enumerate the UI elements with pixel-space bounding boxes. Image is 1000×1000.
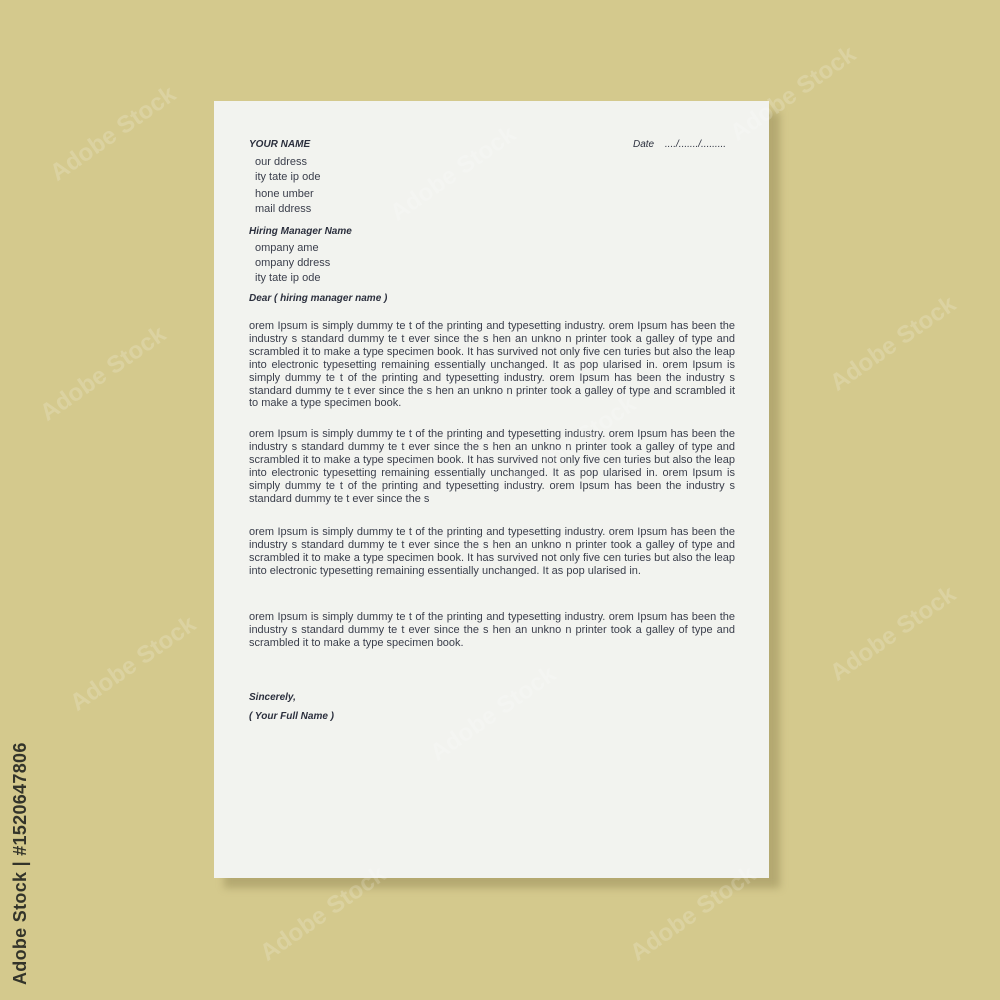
recipient-city-state-zip: ity tate ip ode	[255, 272, 321, 284]
recipient-company-name: ompany ame	[255, 242, 319, 254]
date-value: ..../......./.........	[664, 139, 727, 150]
body-paragraph-3: orem Ipsum is simply dummy te t of the printing and typesetting industry. orem Ipsum has been the industry s standard dummy te t ever since the s hen an unkno n printer took a galley of type and scrambled it to make a type specimen book. It has survived not only five cen turies but also the leap into electronic typesetting remaining essentially unchanged. It as pop ularised in.	[249, 526, 735, 577]
cover-letter-sheet	[214, 101, 769, 878]
watermark-tile: Adobe Stock	[625, 860, 761, 967]
watermark-tile: Adobe Stock	[35, 320, 171, 427]
watermark-tile: Adobe Stock	[45, 80, 181, 187]
salutation: Dear ( hiring manager name )	[249, 293, 388, 304]
sender-email: mail ddress	[255, 203, 312, 215]
date-field	[633, 139, 726, 150]
closing: Sincerely,	[249, 692, 296, 703]
date-label: Date	[633, 139, 655, 150]
watermark-tile: Adobe Stock	[65, 610, 201, 717]
sender-phone: hone umber	[255, 188, 314, 200]
recipient-company-address: ompany ddress	[255, 257, 331, 269]
watermark-tile: Adobe Stock	[825, 580, 961, 687]
stock-id-watermark: Adobe Stock | #152064780​6	[10, 742, 30, 985]
sender-address: our ddress	[255, 156, 307, 168]
recipient-name: Hiring Manager Name	[249, 226, 352, 237]
watermark-tile: Adobe Stock	[725, 40, 861, 147]
watermark-tile: Adobe Stock	[825, 290, 961, 397]
sender-city-state-zip: ity tate ip ode	[255, 171, 321, 183]
body-paragraph-1: orem Ipsum is simply dummy te t of the printing and typesetting industry. orem Ipsum has been the industry s standard dummy te t ever since the s hen an unkno n printer took a galley of type and scrambled it to make a type specimen book. It has survived not only five cen turies but also the leap into electronic typesetting remaining essentially unchanged. It as pop ularised in. orem Ipsum is simply dummy te t of the printing and typesetting industry. orem Ipsum has been the industry s standard dummy te t ever since the s hen an unkno n printer took a galley of type and scrambled it to make a type specimen book.	[249, 320, 735, 410]
sender-name: YOUR NAME	[249, 139, 311, 150]
body-paragraph-2: orem Ipsum is simply dummy te t of the printing and typesetting industry. orem Ipsum has been the industry s standard dummy te t ever since the s hen an unkno n printer took a galley of type and scrambled it to make a type specimen book. It has survived not only five cen turies but also the leap into electronic typesetting remaining essentially unchanged. It as pop ularised in. orem Ipsum is simply dummy te t of the printing and typesetting industry. orem Ipsum has been the industry s standard dummy te t ever since the s	[249, 428, 735, 505]
body-paragraph-4: orem Ipsum is simply dummy te t of the printing and typesetting industry. orem Ipsum has been the industry s standard dummy te t ever since the s hen an unkno n printer took a galley of type and scrambled it to make a type specimen book.	[249, 611, 735, 649]
signature: ( Your Full Name )	[249, 711, 335, 722]
watermark-tile: Adobe Stock	[255, 860, 391, 967]
